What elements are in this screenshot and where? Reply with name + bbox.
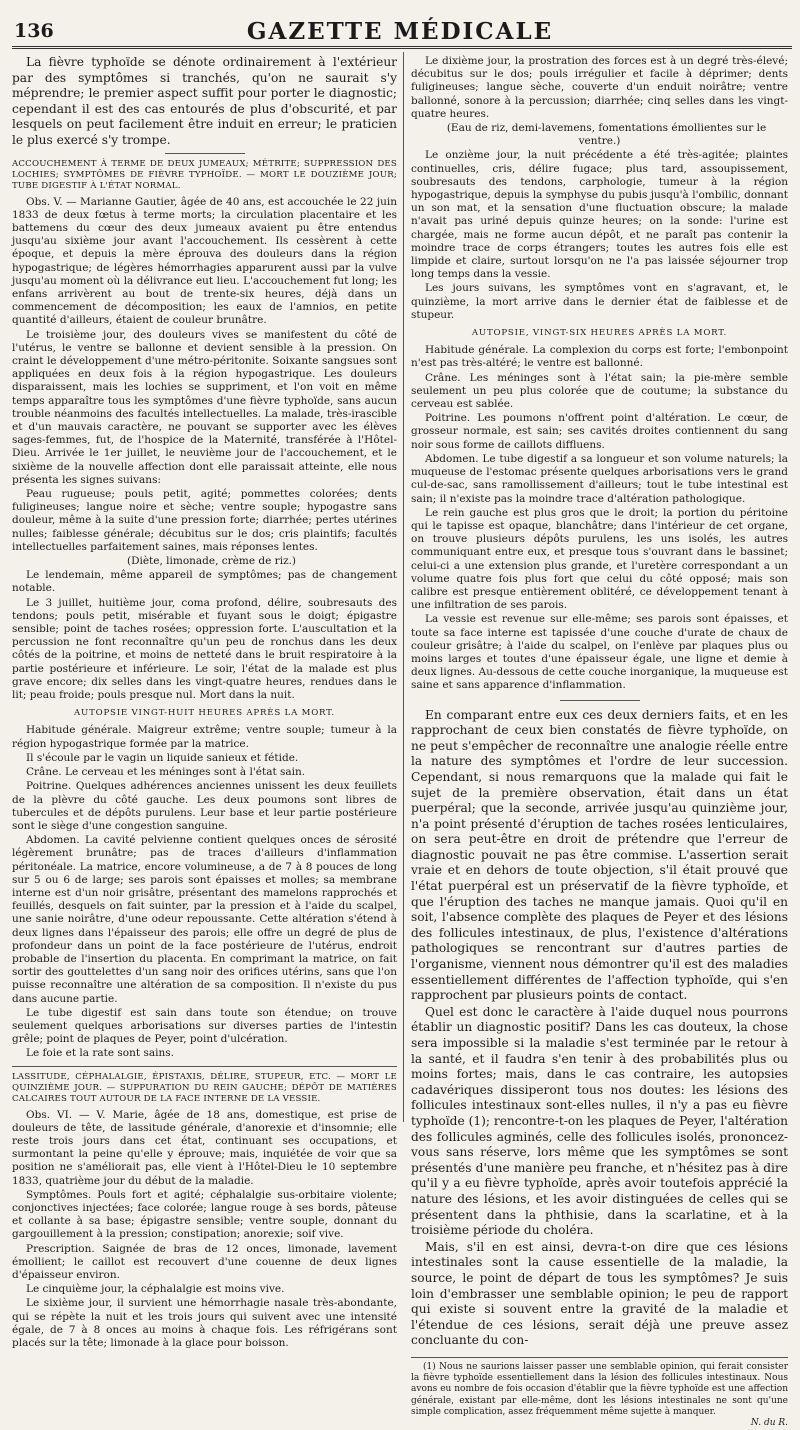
autopsy6-paragraph: La vessie est revenue sur elle-même; ses parois sont épaisses, et toute sa face interne est tapissée d'une couche d'urate de chaux de couleur grisâtre; à l'aide du scalpel, on l'enlève par plaques plus ou moins larges et toutes d'une épaisseur égale, une ligne et demie à deux lignes. Au-dessous de cette couche inorganique, la muqueuse est saine et sans apparence d'inflammation.	[411, 613, 788, 692]
case6-continued-paragraph: Le onzième jour, la nuit précédente a été très-agitée; plaintes continuelles, cris, délire fugace; plus tard, assoupissement, soubresauts des tendons, carphologie, tumeur à la région hypogastrique, depuis la symphyse du pubis jusqu'à l'ombilic, donnant un son mat, et la sensation d'une fluctuation obscure; la malade n'avait pas uriné depuis quinze heures; on la sonde: l'urine est chargée, mais ne forme aucun dépôt, et ne paraît pas contenir la moindre trace de corps étrangers; toutes les autres fois elle est limpide et claire, surtout lorsqu'on ne l'a pas laissée séjourner trop long temps dans la vessie.	[411, 149, 788, 281]
autopsy6-paragraph: Poitrine. Les poumons n'offrent point d'altération. Le cœur, de grosseur normale, est sain; ses cavités droites contiennent du sang noir sous forme de caillots diffluens.	[411, 412, 788, 451]
case6-paragraph: Symptômes. Pouls fort et agité; céphalalgie sus-orbitaire violente; conjonctives injectées; face colorée; langue rouge à ses bords, pâteuse et collante à sa base; épigastre sensible; ventre souple, donnant du gargouillement à la pression; constipation; anorexie; soif vive.	[12, 1188, 397, 1241]
case5-paragraph: Le troisième jour, des douleurs vives se manifestent du côté de l'utérus, le ventre se ballonne et devient sensible à la pression. On craint le développement d'une métro-péritonite. Soixante sangsues sont appliquées en deux fois à la région hypogastrique. Les douleurs disparaissent, mais les lochies se suppriment, et l'on voit en même temps apparaître tous les symptômes d'une fièvre typhoïde, sans aucun trouble néanmoins des facultés intellectuelles. La malade, très-irascible et d'un mauvais caractère, ne pouvant se supporter avec les élèves sages-femmes, fut, de l'hospice de la Maternité, transférée à l'Hôtel-Dieu. Arrivée le 1er juillet, le neuvième jour de l'accouchement, et le sixième de la nouvelle affection dont elle paraissait atteinte, elle nous présenta les signes suivans:	[12, 328, 397, 486]
journal-title: GAZETTE MÉDICALE	[246, 18, 554, 45]
case6-continued-paragraph: Les jours suivans, les symptômes vont en s'agravant, et, le quinzième, la mort arrive dans le dernier état de faiblesse et de stupeur.	[411, 282, 788, 321]
case6-paragraph: Prescription. Saignée de bras de 12 onces, limonade, lavement émollient; le caillot est recouvert d'une couenne de deux lignes d'épaisseur environ.	[12, 1242, 397, 1281]
header-rule	[12, 46, 792, 49]
case6-paragraph: Le cinquième jour, la céphalalgie est moins vive.	[26, 1283, 285, 1296]
discussion-paragraph: Quel est donc le caractère à l'aide duquel nous pourrons établir un diagnostic positif? Dans les cas douteux, la chose sera impossible si la maladie s'est terminée par le retour à la santé, et il faudra s'en tenir à des probabilités plus ou moins fortes; mais, dans le cas contraire, les autopsies cadavériques dissiperont tous nos doutes: les lésions des follicules intestinaux sont-elles nulles, il n'y a pas eu fièvre typhoïde (1); rencontre-t-on les plaques de Peyer, l'altération des follicules agminés, celle des follicules isolés, prononcez-vous sans réserve, lors même que les symptômes se sont présentés d'une manière peu franche, et n'hésitez pas à dire qu'il y a eu fièvre typhoïde, après avoir toutefois apprécié la nature des lésions, et les avoir distinguées de celles qui se présentent dans la phthisie, dans la scarlatine, et à la troisième période du choléra.	[411, 1004, 788, 1238]
intro-paragraph: La fièvre typhoïde se dénote ordinairement à l'extérieur par des symptômes si tranchés, qu'on ne saurait s'y méprendre; le premier aspect suffit pour porter le diagnostic; cependant il est des cas entourés de plus d'obscurité, et par lesquels on peut facilement être induit en erreur; le praticien le plus exercé s'y trompe.	[12, 55, 397, 147]
autopsy5-paragraph: Le foie et la rate sont sains.	[26, 1047, 174, 1060]
case5-paragraph: Obs. V. — Marianne Gautier, âgée de 40 ans, est accouchée le 22 juin 1833 de deux fœtus à terme morts; la circulation placentaire et les battemens du cœur des deux jumeaux avaient pu être entendus jusqu'au sixième jour avant l'accouchement. Ils cessèrent à cette époque, et depuis la mère éprouva des douleurs dans la région hypogastrique; de légères hémorrhagies apparurent aussi par la vulve jusqu'au moment où la délivrance eut lieu. L'accouchement fut long; les enfans arrivèrent au bout de trente-six heures, déjà dans un commencement de décomposition; les eaux de l'amnios, en petite quantité d'ailleurs, étaient de couleur brunâtre.	[12, 195, 397, 327]
autopsy5-paragraph: Crâne. Le cerveau et les méninges sont à l'état sain.	[26, 766, 306, 779]
footnote	[411, 1362, 788, 1430]
case6-paragraph: Le sixième jour, il survient une hémorrhagie nasale très-abondante, qui se répète la nuit et les trois jours qui suivent avec une intensité égale, de 7 à 8 onces au moins à chaque fois. Les réfrigérans sont placés sur la tête; limonade à la glace pour boisson.	[12, 1297, 397, 1350]
section-rule	[165, 153, 245, 154]
footnote-text: (1) Nous ne saurions laisser passer une semblable opinion, qui ferait consister la fièvre typhoïde essentiellement dans la lésion des follicules intestinaux. Nous avons eu nombre de fois occasion d'établir que la fièvre typhoïde est une affection générale, existant par elle-même, dont les lésions intestinales ne sont qu'une simple complication, assez fréquemment même sujette à manquer.	[411, 1361, 788, 1418]
left-column	[12, 55, 397, 1350]
autopsy6-paragraph: Crâne. Les méninges sont à l'état sain; la pie-mère semble seulement un peu plus colorée que de coutume; la substance du cerveau est sablée.	[411, 371, 788, 411]
section-rule	[12, 1066, 397, 1067]
page-header	[12, 16, 788, 50]
case6-continued-paragraph: (Eau de riz, demi-lavemens, fomentations émollientes sur le ventre.)	[446, 122, 767, 148]
right-column	[411, 55, 788, 1429]
autopsy6-paragraph: Abdomen. Le tube digestif a sa longueur et son volume naturels; la muqueuse de l'estomac présente quelques arborisations vers le grand cul-de-sac, sans ramollissement d'ailleurs; tout le tube intestinal est sain; il n'existe pas la moindre trace d'altération pathologique.	[411, 452, 788, 505]
autopsy5-heading: AUTOPSIE VINGT-HUIT HEURES APRÈS LA MORT.	[74, 708, 335, 719]
autopsy5-paragraph: Abdomen. La cavité pelvienne contient quelques onces de sérosité légèrement brunâtre; pas de traces d'ailleurs d'inflammation péritonéale. La matrice, encore volumineuse, a de 7 à 8 pouces de long sur 5 ou 6 de large; ses parois sont épaisses et molles; sa membrane interne est d'un noir grisâtre, présentant des mamelons rapprochés et feuillés, desquels on fait suinter, par la pression et à l'aide du scalpel, une sanie noirâtre, d'une odeur repoussante. Cette altération s'étend à deux lignes dans l'épaisseur des parois; elle offre un degré de plus de profondeur dans un point de la face postérieure de l'utérus, endroit probable de l'insertion du placenta. En comprimant la matrice, on fait sortir des gouttelettes d'un sang noir des orifices utérins, sans que l'on puisse reconnaître une altération de sa composition. Il n'existe du pus dans aucune partie.	[12, 834, 397, 1005]
case5-paragraph: (Diète, limonade, crème de riz.)	[126, 555, 297, 568]
footnote-rule	[411, 1357, 788, 1358]
page-number: 136	[14, 20, 54, 42]
case6-continued-paragraph: Le dixième jour, la prostration des forces est à un degré très-élevé; décubitus sur le dos; pouls irrégulier et facile à déprimer; dents fuligineuses; langue sèche, couverte d'un enduit noirâtre; ventre ballonné, sonore à la percussion; diarrhée; cinq selles dans les vingt-quatre heures.	[411, 55, 788, 120]
autopsy6-heading: AUTOPSIE, VINGT-SIX HEURES APRÈS LA MORT.	[471, 328, 728, 339]
section-rule	[560, 700, 640, 701]
autopsy6-paragraph: Habitude générale. La complexion du corps est forte; l'embonpoint n'est pas très-altéré; le ventre est ballonné.	[411, 344, 788, 370]
discussion-paragraph: Mais, s'il en est ainsi, devra-t-on dire que ces lésions intestinales sont la cause essentielle de la maladie, la source, le point de départ de tous les symptômes? Je suis loin d'embrasser une semblable opinion; le peu de rapport qui existe si souvent entre la gravité de la maladie et l'étendue de ces lésions, serait déjà une preuve assez concluante du con-	[411, 1239, 788, 1348]
autopsy5-paragraph: Le tube digestif est sain dans toute son étendue; on trouve seulement quelques arborisations sur diverses parties de l'intestin grêle; point de plaques de Peyer, point d'ulcération.	[12, 1006, 397, 1046]
case5-paragraph: Le lendemain, même appareil de symptômes; pas de changement notable.	[12, 569, 397, 595]
case5-paragraph: Peau rugueuse; pouls petit, agité; pommettes colorées; dents fuligineuses; langue noire et sèche; ventre souple; hypogastre sans douleur, même à la suite d'une pression forte; diarrhée; pertes utérines nulles; faiblesse générale; décubitus sur le dos; cris plaintifs; facultés intellectuelles parfaitement saines, mais réponses lentes.	[12, 488, 397, 553]
column-divider	[403, 52, 404, 1122]
autopsy5-paragraph: Poitrine. Quelques adhérences anciennes unissent les deux feuillets de la plèvre du côté gauche. Les deux poumons sont libres de tubercules et de dépôts purulens. Leur base et leur partie postérieure sont le siège d'une congestion sanguine.	[12, 780, 397, 832]
case6-paragraph: Obs. VI. — V. Marie, âgée de 18 ans, domestique, est prise de douleurs de tête, de lassitude générale, d'anorexie et d'insomnie; elle reste trois jours dans cet état, continuant ses occupations, et surmontant la peine qu'elle y éprouve; mais, inquiétée de voir que sa position ne s'améliorait pas, elle vient à l'Hôtel-Dieu le 10 septembre 1833, quatrième jour du début de la maladie.	[12, 1108, 397, 1187]
autopsy5-paragraph: Il s'écoule par le vagin un liquide sanieux et fétide.	[26, 751, 299, 764]
case6-heading: LASSITUDE, CÉPHALALGIE, ÉPISTAXIS, DÉLIRE, STUPEUR, ETC. — MORT LE QUINZIÈME JOUR. — SUPPURATION DU REIN GAUCHE; DÉPÔT DE MATIÈRES CALCAIRES TOUT AUTOUR DE LA FACE INTERNE DE LA VESSIE.	[12, 1071, 397, 1104]
case5-heading: ACCOUCHEMENT À TERME DE DEUX JUMEAUX; MÉTRITE; SUPPRESSION DES LOCHIES; SYMPTÔMES DE FIÈVRE TYPHOÏDE. — MORT LE DOUZIÈME JOUR; TUBE DIGESTIF À L'ÉTAT NORMAL.	[12, 158, 397, 191]
footnote-signature: N. du R.	[750, 1418, 788, 1429]
case5-paragraph: Le 3 juillet, huitième jour, coma profond, délire, soubresauts des tendons; pouls petit, misérable et fuyant sous le doigt; épigastre sensible; point de taches rosées; oppression forte. L'auscultation et la percussion ne font reconnaître qu'un peu de ronchus dans les deux côtés de la poitrine, et moins de netteté dans le bruit respiratoire à la partie postérieure et inférieure. Le soir, l'état de la malade est plus grave encore; dix selles dans les vingt-quatre heures, rendues dans le lit; peau froide; pouls presque nul. Mort dans la nuit.	[12, 596, 397, 702]
autopsy5-paragraph: Habitude générale. Maigreur extrême; ventre souple; tumeur à la région hypogastrique formée par la matrice.	[12, 724, 397, 750]
discussion-paragraph: En comparant entre eux ces deux derniers faits, et en les rapprochant de ceux bien constatés de fièvre typhoïde, on ne peut s'empêcher de reconnaître une analogie réelle entre la nature des symptômes et l'ordre de leur succession. Cependant, si nous remarquons que la malade qui fait le sujet de la première observation, était dans un état puerpéral; que la seconde, arrivée jusqu'au quinzième jour, n'a point présenté d'éruption de taches rosées lenticulaires, on sera peut-être en droit de prétendre que l'erreur de diagnostic pouvait ne pas être commise. L'assertion serait vraie et en dehors de toute objection, s'il était prouvé que l'état puerpéral est un préservatif de la fièvre typhoïde, et que l'éruption des taches ne manque jamais. Quoi qu'il en soit, l'absence complète des plaques de Peyer et des lésions des follicules intestinaux, de plus, l'existence d'altérations pathologiques se rencontrant sur d'autres parties de l'organisme, viennent nous démontrer qu'il est des maladies essentiellement différentes de l'affection typhoïde, qui s'en rapprochent par plusieurs points de contact.	[411, 707, 788, 1003]
autopsy6-paragraph: Le rein gauche est plus gros que le droit; la portion du péritoine qui le tapisse est opaque, blanchâtre; dans l'intérieur de cet organe, on trouve plusieurs dépôts purulens, les uns isolés, les autres communiquant entre eux, et presque tous s'ouvrant dans le bassinet; celui-ci a une extension plus grande, et l'uretère correspondant a un volume quatre fois plus fort que celui du côté opposé; mais son calibre est presque entièrement oblitéré, ce développement tenant à une infiltration de ses parois.	[411, 506, 788, 612]
